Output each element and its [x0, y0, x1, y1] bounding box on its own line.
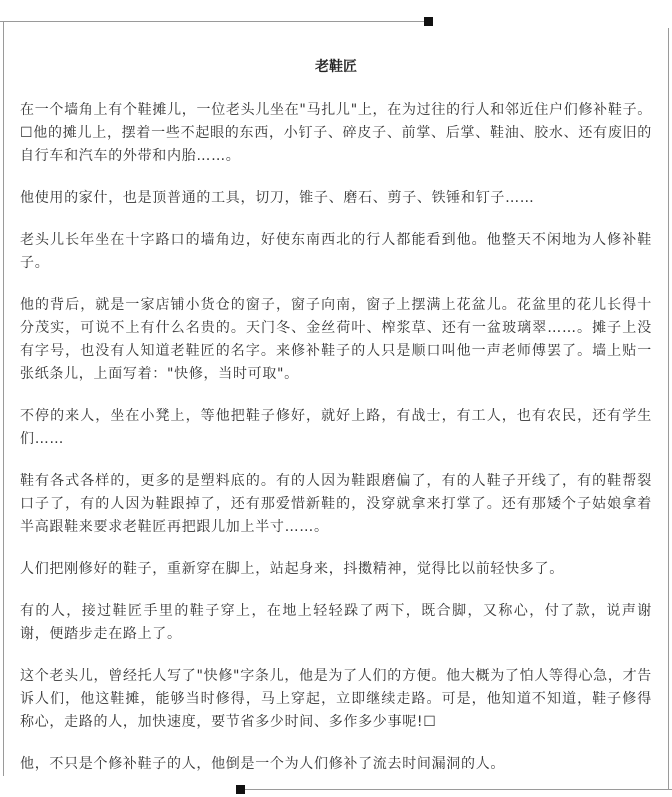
paragraph-7: 人们把刚修好的鞋子，重新穿在脚上，站起身来，抖擞精神，觉得比以前轻快多了。	[20, 561, 564, 577]
frame-right-line	[668, 28, 669, 790]
article-body	[20, 57, 652, 795]
paragraph-8: 有的人，接过鞋匠手里的鞋子穿上，在地上轻轻跺了两下，既合脚，又称心，付了款，说声谢谢，便踏步走在路上了。	[20, 603, 652, 642]
paragraph-6: 鞋有各式各样的，更多的是塑料底的。有的人因为鞋跟磨偏了，有的人鞋子开线了，有的鞋帮裂口子了，有的人因为鞋跟掉了，还有那爱惜新鞋的，没穿就拿来打掌了。还有那矮个子姑娘拿着半高跟鞋来要求老鞋匠再把跟儿加上半寸……。	[20, 473, 652, 535]
frame-top-line	[0, 21, 426, 22]
paragraph-2: 他使用的家什，也是顶普通的工具，切刀，锥子、磨石、剪子、铁锤和钉子……	[20, 190, 535, 206]
paragraph-1: 在一个墙角上有个鞋摊儿，一位老头儿坐在"马扎儿"上，在为过往的行人和邻近住户们修补鞋子。☐他的摊儿上，摆着一些不起眼的东西，小钉子、碎皮子、前掌、后掌、鞋油、胶水、还有废旧的自行车和汽车的外带和内胎……。	[20, 102, 652, 164]
paragraph-5: 不停的来人，坐在小凳上，等他把鞋子修好，就好上路，有战士，有工人，也有农民，还有学生们……	[20, 408, 652, 447]
frame-left-line	[3, 21, 4, 776]
frame-top-square-ornament	[424, 17, 433, 26]
article-title: 老鞋匠	[315, 59, 357, 75]
paragraph-9: 这个老头儿，曾经托人写了"快修"字条儿，他是为了人们的方便。他大概为了怕人等得心急，才告诉人们，他这鞋摊，能够当时修得，马上穿起，立即继续走路。可是，他知道不知道，鞋子修得称心，走路的人，加快速度，要节省多少时间、多作多少事呢!☐	[20, 668, 652, 730]
paragraph-3: 老头儿长年坐在十字路口的墙角边，好使东南西北的行人都能看到他。他整天不闲地为人修补鞋子。	[20, 232, 652, 271]
paragraph-10: 他，不只是个修补鞋子的人，他倒是一个为人们修补了流去时间漏洞的人。	[20, 756, 506, 772]
paragraph-4: 他的背后，就是一家店铺小货仓的窗子，窗子向南，窗子上摆满上花盆儿。花盆里的花儿长得十分茂实，可说不上有什么名贵的。天门冬、金丝荷叶、榨浆草、还有一盆玻璃翠……。摊子上没有字号，也没有人知道老鞋匠的名字。来修补鞋子的人只是顺口叫他一声老师傅罢了。墙上贴一张纸条儿，上面写着："快修，当时可取"。	[20, 297, 652, 382]
